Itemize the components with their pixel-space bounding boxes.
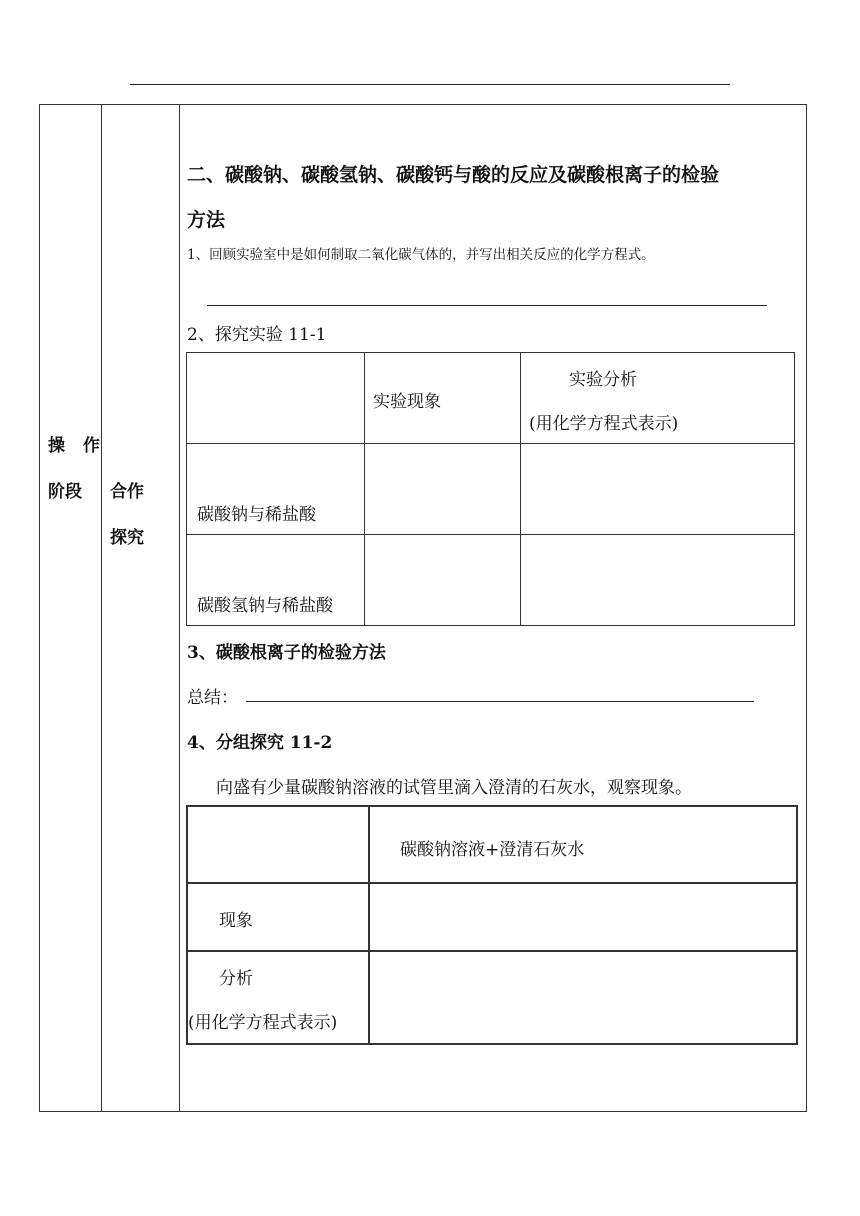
table1-corner-cell [187,353,365,444]
table2-row2-value-cell [369,951,797,1044]
table1-head-analysis-note: (用化学方程式表示) [529,414,679,434]
table1-row1-label: 碳酸钠与稀盐酸 [197,505,316,525]
question-4: 4、分组探究 11-2 [187,733,333,753]
table2-head-cell [369,806,797,883]
table1-row1-label-cell [187,444,365,535]
mode-label-line2: 探究 [110,528,144,548]
stage-label-line2: 阶段 [48,482,82,502]
mode-label-line1: 合作 [110,482,144,502]
stage-label-line1: 操 作 [48,436,106,456]
mode-column [102,105,180,1111]
table1-head-phenomenon-cell [365,353,521,444]
table2-row2-label-cell [187,951,369,1044]
table1-head-analysis: 实验分析 [569,370,637,390]
question-4-description: 向盛有少量碳酸钠溶液的试管里滴入澄清的石灰水，观察现象。 [216,778,692,798]
section-heading-line2: 方法 [187,209,226,231]
summary-answer-line [246,701,754,702]
question-1: 1、回顾实验室中是如何制取二氧化碳气体的，并写出相关反应的化学方程式。 [187,247,655,263]
experiment-table-11-1 [186,352,795,626]
page-header-rule [130,84,730,85]
table1-row1-phenomenon-cell [365,444,521,535]
question-2: 2、探究实验 11-1 [187,325,327,345]
table1-row2-label: 碳酸氢钠与稀盐酸 [197,596,333,616]
table2-row1-label: 现象 [219,911,253,931]
table1-row2-analysis-cell [521,535,795,626]
table2-head: 碳酸钠溶液+澄清石灰水 [400,840,585,860]
table2-row1-value-cell [369,883,797,951]
section-heading-line1: 二、碳酸钠、碳酸氢钠、碳酸钙与酸的反应及碳酸根离子的检验 [187,164,720,186]
question-3: 3、碳酸根离子的检验方法 [187,643,386,663]
table2-row1-label-cell [187,883,369,951]
summary-label: 总结： [187,688,238,708]
table2-corner-cell [187,806,369,883]
answer-line-1 [207,305,767,306]
table1-row1-analysis-cell [521,444,795,535]
table2-row2-label: 分析 [219,969,253,989]
table1-row2-label-cell [187,535,365,626]
table1-head-analysis-cell [521,353,795,444]
table1-head-phenomenon: 实验现象 [373,392,441,412]
experiment-table-11-2 [186,805,798,1045]
table1-row2-phenomenon-cell [365,535,521,626]
stage-column [40,105,106,1111]
table2-row2-label-note: (用化学方程式表示) [188,1013,338,1033]
